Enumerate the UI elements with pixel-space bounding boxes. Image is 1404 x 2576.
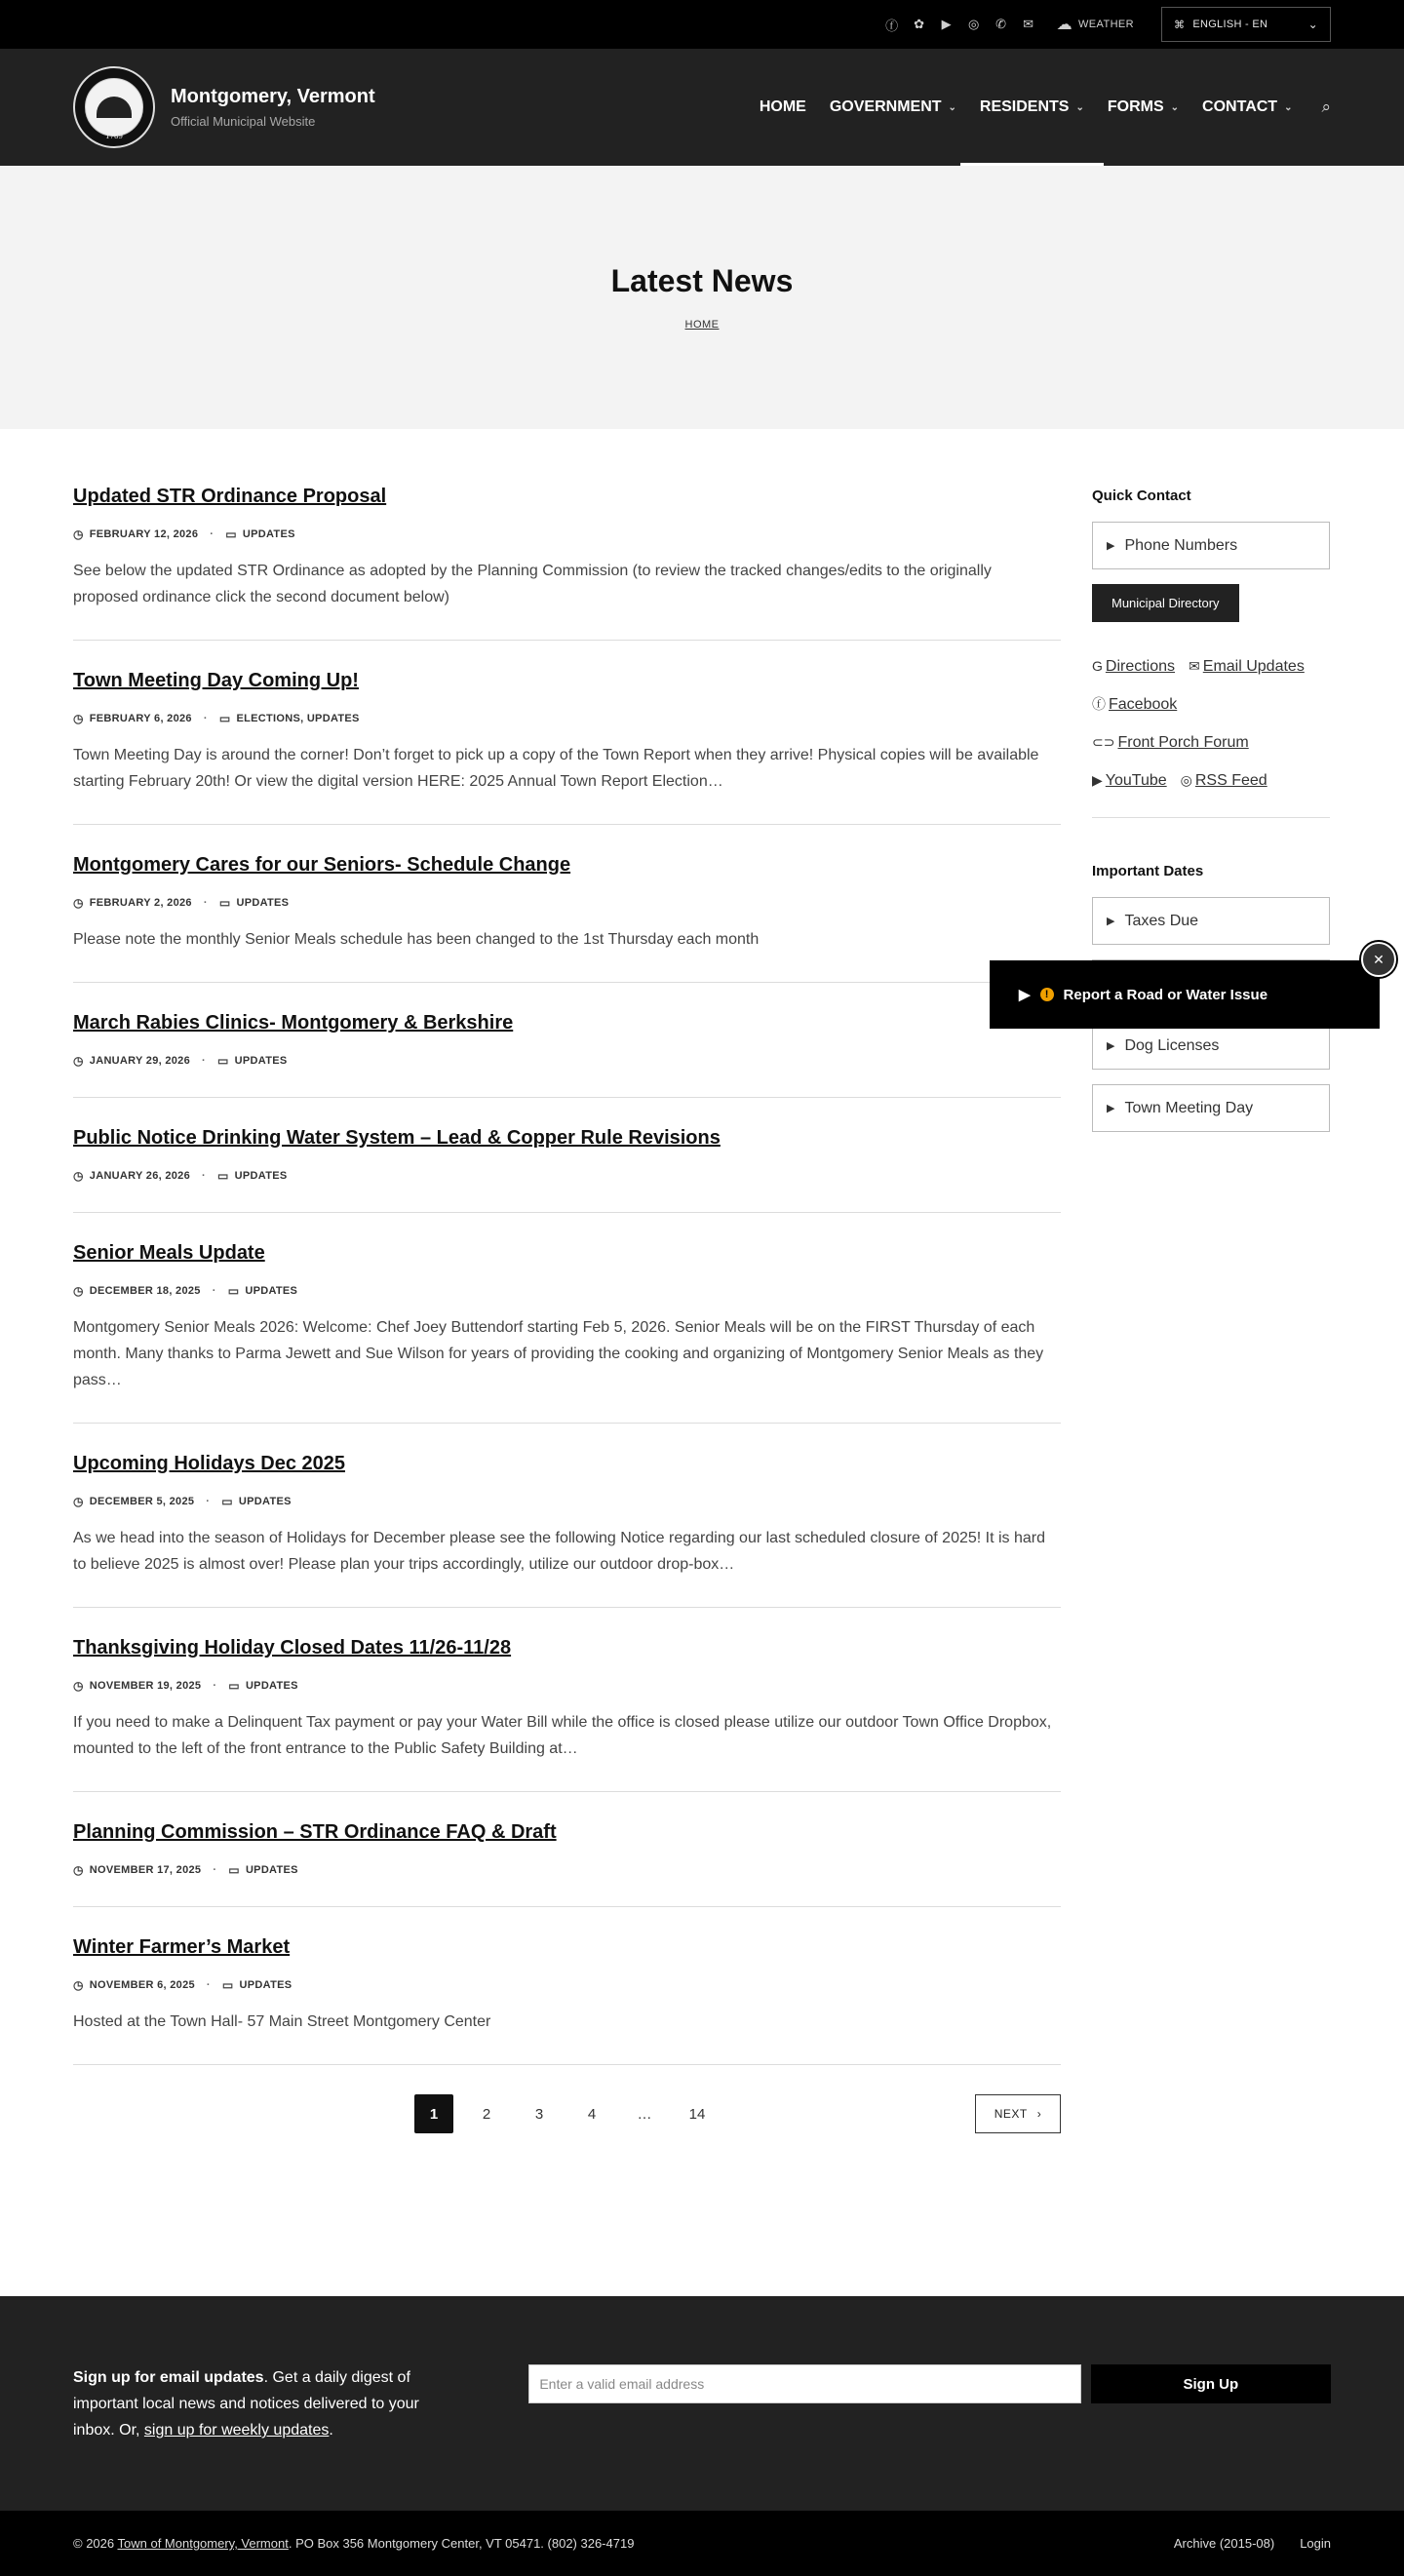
post-date: JANUARY 29, 2026 xyxy=(89,1055,191,1067)
signup-bold: Sign up for email updates xyxy=(73,2369,264,2386)
town-meeting-day-accordion[interactable] xyxy=(1092,1084,1330,1132)
post-list xyxy=(73,429,1061,2133)
dog-licenses-label: Dog Licenses xyxy=(1124,1036,1220,1054)
chevron-down-icon: ⌄ xyxy=(1170,101,1180,113)
post-title-link[interactable]: Updated STR Ordinance Proposal xyxy=(73,486,387,507)
caret-right-icon: ▶ xyxy=(1107,1103,1115,1114)
email-icon: ✉ xyxy=(1189,658,1200,674)
folder-icon: ▭ xyxy=(218,712,231,725)
clock-icon: ◷ xyxy=(73,527,84,541)
post-date: FEBRUARY 12, 2026 xyxy=(89,528,199,540)
meta-separator: · xyxy=(203,897,208,909)
post-title-link[interactable]: Winter Farmer’s Market xyxy=(73,1936,291,1958)
nav-home[interactable] xyxy=(748,49,818,166)
translate-icon: ⌘ xyxy=(1174,19,1186,31)
post-title-link[interactable]: Upcoming Holidays Dec 2025 xyxy=(73,1453,345,1474)
page-number[interactable]: 2 xyxy=(482,2105,491,2123)
phone-numbers-accordion[interactable] xyxy=(1092,522,1330,569)
rss-icon: ◎ xyxy=(1180,772,1192,788)
post-date: FEBRUARY 2, 2026 xyxy=(89,897,192,909)
post-meta xyxy=(73,712,1061,725)
copyright-text xyxy=(73,2536,634,2551)
post-meta xyxy=(73,1169,1061,1183)
post-title-link[interactable]: Planning Commission – STR Ordinance FAQ & Draft xyxy=(73,1821,557,1843)
post-date: NOVEMBER 17, 2025 xyxy=(89,1864,202,1876)
rss-icon[interactable]: ◎ xyxy=(967,17,980,31)
folder-icon: ▭ xyxy=(221,1495,233,1508)
meta-separator: · xyxy=(213,1864,217,1876)
pagination xyxy=(73,2094,1061,2133)
post-excerpt: See below the updated STR Ordinance as adopted by the Planning Commission (to review the tracked changes/edits to the originally proposed ordinance click the second document below) xyxy=(73,563,992,605)
folder-icon: ▭ xyxy=(221,1978,234,1992)
post-meta xyxy=(73,896,1061,910)
post-item xyxy=(73,486,1061,641)
site-branding[interactable] xyxy=(171,86,375,129)
post-item xyxy=(73,1637,1061,1792)
page-number[interactable]: 14 xyxy=(688,2105,706,2123)
clock-icon: ◷ xyxy=(73,1169,84,1183)
post-date: DECEMBER 18, 2025 xyxy=(89,1285,201,1297)
meta-separator: · xyxy=(202,1055,206,1067)
email-signup-section xyxy=(0,2296,1404,2511)
post-categories[interactable]: UPDATES xyxy=(234,1170,288,1182)
email-updates-link[interactable]: Email Updates xyxy=(1202,658,1305,675)
site-header xyxy=(0,49,1404,166)
town-meeting-day-label: Town Meeting Day xyxy=(1124,1099,1254,1116)
post-excerpt: Town Meeting Day is around the corner! Don’t forget to pick up a copy of the Town Report when they arrive! Physical copies will be available starting February 20th! Or view the digital version HERE: 2025 Annual Town Report Election… xyxy=(73,747,1039,790)
post-item xyxy=(73,1242,1061,1424)
chevron-down-icon: ⌄ xyxy=(1307,18,1318,31)
main-content xyxy=(0,429,1404,2133)
post-date: JANUARY 26, 2026 xyxy=(89,1170,191,1182)
post-title-link[interactable]: Thanksgiving Holiday Closed Dates 11/26-11/28 xyxy=(73,1637,512,1659)
caret-right-icon: ▶ xyxy=(1019,987,1031,1003)
link-icon: ⊂⊃ xyxy=(1092,734,1115,750)
post-excerpt: If you need to make a Delinquent Tax payment or pay your Water Bill while the office is closed please utilize our outdoor Town Office Dropbox, mounted to the left of the front entrance to the Public Safety Building at… xyxy=(73,1714,1052,1757)
taxes-due-accordion[interactable] xyxy=(1092,897,1330,945)
post-excerpt: Hosted at the Town Hall- 57 Main Street Montgomery Center xyxy=(73,2013,491,2030)
post-item xyxy=(73,670,1061,825)
phone-numbers-label: Phone Numbers xyxy=(1124,536,1238,554)
caret-right-icon: ▶ xyxy=(1107,916,1115,927)
post-categories[interactable]: UPDATES xyxy=(234,1055,288,1067)
flickr-icon[interactable]: ✿ xyxy=(914,17,925,31)
rss-feed-link[interactable]: RSS Feed xyxy=(1194,772,1268,789)
folder-icon: ▭ xyxy=(225,527,237,541)
post-excerpt: Montgomery Senior Meals 2026: Welcome: Chef Joey Buttendorf starting Feb 5, 2026. Senior Meals will be on the FIRST Thursday of each month. Many thanks to Parma Jewett and Sue Wilson for years of providing the cooking and organizing of Montgomery Senior Meals as they pass… xyxy=(73,1319,1044,1388)
copyright-prefix: © 2026 xyxy=(73,2536,118,2551)
sidebar xyxy=(1092,429,1330,2133)
main-nav xyxy=(748,49,1331,166)
signup-desc: . Get a daily digest of important local news and notices delivered to your inbox. Or, xyxy=(73,2369,419,2439)
post-excerpt: As we head into the season of Holidays for December please see the following Notice regarding our last scheduled closure of 2025! It is hard to believe 2025 is almost over! Please plan your trips accordingly, utilize our outdoor drop-box… xyxy=(73,1530,1046,1573)
close-icon: ✕ xyxy=(1373,951,1384,967)
report-issue-label: Report a Road or Water Issue xyxy=(1063,986,1268,1003)
nav-contact[interactable] xyxy=(1190,49,1304,166)
nav-residents[interactable] xyxy=(968,49,1096,166)
meta-separator: · xyxy=(213,1680,217,1692)
meta-separator: · xyxy=(203,713,208,724)
top-bar xyxy=(0,0,1404,49)
nav-residents-label: RESIDENTS xyxy=(979,98,1070,115)
weekly-updates-link[interactable]: sign up for weekly updates xyxy=(143,2422,330,2439)
post-categories[interactable]: UPDATES xyxy=(245,1864,298,1876)
facebook-icon[interactable]: ⓕ xyxy=(885,18,899,33)
site-name[interactable]: Montgomery, Vermont xyxy=(171,86,375,107)
footer-address: . PO Box 356 Montgomery Center, VT 05471. (802) 326-4719 xyxy=(288,2536,635,2551)
login-link[interactable]: Login xyxy=(1300,2536,1331,2551)
post-title-link[interactable]: March Rabies Clinics- Montgomery & Berkshire xyxy=(73,1012,514,1034)
social-links xyxy=(883,16,1037,34)
youtube-link[interactable]: YouTube xyxy=(1105,772,1167,789)
post-meta xyxy=(73,1978,1061,1992)
post-date: DECEMBER 5, 2025 xyxy=(89,1496,195,1507)
post-meta xyxy=(73,1863,1061,1877)
next-label: NEXT xyxy=(994,2107,1028,2121)
post-item xyxy=(73,854,1061,983)
dog-licenses-accordion[interactable] xyxy=(1092,1022,1330,1070)
folder-icon: ▭ xyxy=(218,896,231,910)
facebook-icon: ⓕ xyxy=(1092,696,1106,712)
weather-label: WEATHER xyxy=(1078,19,1134,30)
post-meta xyxy=(73,527,1061,541)
post-item xyxy=(73,1453,1061,1608)
page-ellipsis: … xyxy=(637,2105,652,2123)
clock-icon: ◷ xyxy=(73,1495,84,1508)
post-title-link[interactable]: Senior Meals Update xyxy=(73,1242,265,1264)
post-categories[interactable]: UPDATES xyxy=(236,897,290,909)
seal-year: 1789 xyxy=(105,133,123,140)
report-issue-panel[interactable] xyxy=(990,960,1380,1029)
post-item xyxy=(73,1936,1061,2065)
chevron-down-icon: ⌄ xyxy=(948,101,956,113)
language-select[interactable] xyxy=(1161,7,1331,42)
archive-link[interactable]: Archive (2015-08) xyxy=(1173,2536,1275,2551)
caret-right-icon: ▶ xyxy=(1107,540,1115,552)
search-icon[interactable]: ⌕ xyxy=(1321,98,1331,116)
post-title-link[interactable]: Town Meeting Day Coming Up! xyxy=(73,670,359,691)
covered-bridge-icon xyxy=(97,97,132,118)
folder-icon: ▭ xyxy=(217,1169,229,1183)
phone-icon[interactable]: ✆ xyxy=(995,17,1007,31)
post-meta xyxy=(73,1495,1061,1508)
weather-link[interactable] xyxy=(1057,15,1134,34)
clock-icon: ◷ xyxy=(73,1863,84,1877)
page-hero xyxy=(0,166,1404,429)
weather-icon: ☁ xyxy=(1056,17,1073,33)
clock-icon: ◷ xyxy=(73,1054,84,1068)
post-meta xyxy=(73,1679,1061,1693)
chevron-right-icon: › xyxy=(1036,2107,1042,2121)
post-title-link[interactable]: Montgomery Cares for our Seniors- Schedule Change xyxy=(73,854,571,876)
folder-icon: ▭ xyxy=(228,1863,240,1877)
warning-icon: ! xyxy=(1040,988,1054,1001)
facebook-link[interactable]: Facebook xyxy=(1109,696,1178,713)
meta-separator: · xyxy=(206,1496,211,1507)
directions-link[interactable]: Directions xyxy=(1105,658,1176,675)
post-categories[interactable]: UPDATES xyxy=(238,1496,292,1507)
page-number[interactable]: 4 xyxy=(587,2105,597,2123)
youtube-icon: ▶ xyxy=(1092,772,1103,788)
sidebar-divider xyxy=(1092,817,1330,818)
email-input[interactable] xyxy=(528,2364,1080,2403)
youtube-icon[interactable]: ▶ xyxy=(941,17,952,31)
meta-separator: · xyxy=(212,1285,216,1297)
chevron-down-icon: ⌄ xyxy=(1284,101,1293,113)
post-categories[interactable]: UPDATES xyxy=(245,1285,298,1297)
breadcrumb-home[interactable]: HOME xyxy=(684,319,720,331)
post-date: FEBRUARY 6, 2026 xyxy=(89,713,192,724)
signup-end: . xyxy=(329,2422,333,2439)
nav-forms-label: FORMS xyxy=(1107,98,1164,115)
post-categories[interactable]: UPDATES xyxy=(242,528,295,540)
language-value: ENGLISH - EN xyxy=(1192,19,1268,30)
post-meta xyxy=(73,1284,1061,1298)
post-item xyxy=(73,1012,1061,1098)
site-tagline: Official Municipal Website xyxy=(171,114,316,129)
google-icon: G xyxy=(1092,658,1103,674)
post-title-link[interactable]: Public Notice Drinking Water System – Lead & Copper Rule Revisions xyxy=(73,1127,721,1149)
important-dates-heading: Important Dates xyxy=(1092,863,1204,879)
post-date: NOVEMBER 6, 2025 xyxy=(89,1979,195,1991)
nav-forms[interactable] xyxy=(1096,49,1190,166)
folder-icon: ▭ xyxy=(227,1284,240,1298)
folder-icon: ▭ xyxy=(217,1054,229,1068)
town-link[interactable]: Town of Montgomery, Vermont xyxy=(117,2536,289,2551)
front-porch-forum-link[interactable]: Front Porch Forum xyxy=(1117,734,1249,751)
page-number[interactable]: 3 xyxy=(534,2105,544,2123)
page-numbers xyxy=(414,2094,717,2133)
meta-separator: · xyxy=(202,1170,206,1182)
post-excerpt: Please note the monthly Senior Meals schedule has been changed to the 1st Thursday each month xyxy=(73,931,760,948)
meta-separator: · xyxy=(206,1979,211,1991)
close-report-button[interactable] xyxy=(1361,942,1396,977)
post-meta xyxy=(73,1054,1061,1068)
quick-contact-heading: Quick Contact xyxy=(1092,488,1191,504)
post-categories[interactable]: ELECTIONS, UPDATES xyxy=(236,713,360,724)
nav-home-label: HOME xyxy=(759,98,806,115)
post-categories[interactable]: UPDATES xyxy=(245,1680,298,1692)
post-categories[interactable]: UPDATES xyxy=(239,1979,292,1991)
clock-icon: ◷ xyxy=(73,896,84,910)
nav-government[interactable] xyxy=(818,49,968,166)
post-item xyxy=(73,1821,1061,1907)
signup-text xyxy=(73,2364,460,2511)
post-date: NOVEMBER 19, 2025 xyxy=(89,1680,202,1692)
clock-icon: ◷ xyxy=(73,1978,84,1992)
chevron-down-icon: ⌄ xyxy=(1075,101,1084,113)
page-number[interactable]: 1 xyxy=(414,2094,453,2133)
taxes-due-label: Taxes Due xyxy=(1124,912,1199,929)
next-page-button[interactable] xyxy=(975,2094,1061,2133)
clock-icon: ◷ xyxy=(73,712,84,725)
meta-separator: · xyxy=(210,528,214,540)
site-footer xyxy=(0,2511,1404,2576)
sign-up-button[interactable]: Sign Up xyxy=(1091,2364,1331,2403)
municipal-directory-button[interactable]: Municipal Directory xyxy=(1092,584,1239,622)
clock-icon: ◷ xyxy=(73,1679,84,1693)
page-title: Latest News xyxy=(610,263,794,298)
clock-icon: ◷ xyxy=(73,1284,84,1298)
post-item xyxy=(73,1127,1061,1213)
nav-contact-label: CONTACT xyxy=(1202,98,1278,115)
nav-government-label: GOVERNMENT xyxy=(829,98,942,115)
folder-icon: ▭ xyxy=(228,1679,240,1693)
quick-links xyxy=(1092,647,1330,800)
email-icon[interactable]: ✉ xyxy=(1023,17,1034,31)
town-seal-logo[interactable] xyxy=(73,66,155,148)
caret-right-icon: ▶ xyxy=(1107,1040,1115,1052)
